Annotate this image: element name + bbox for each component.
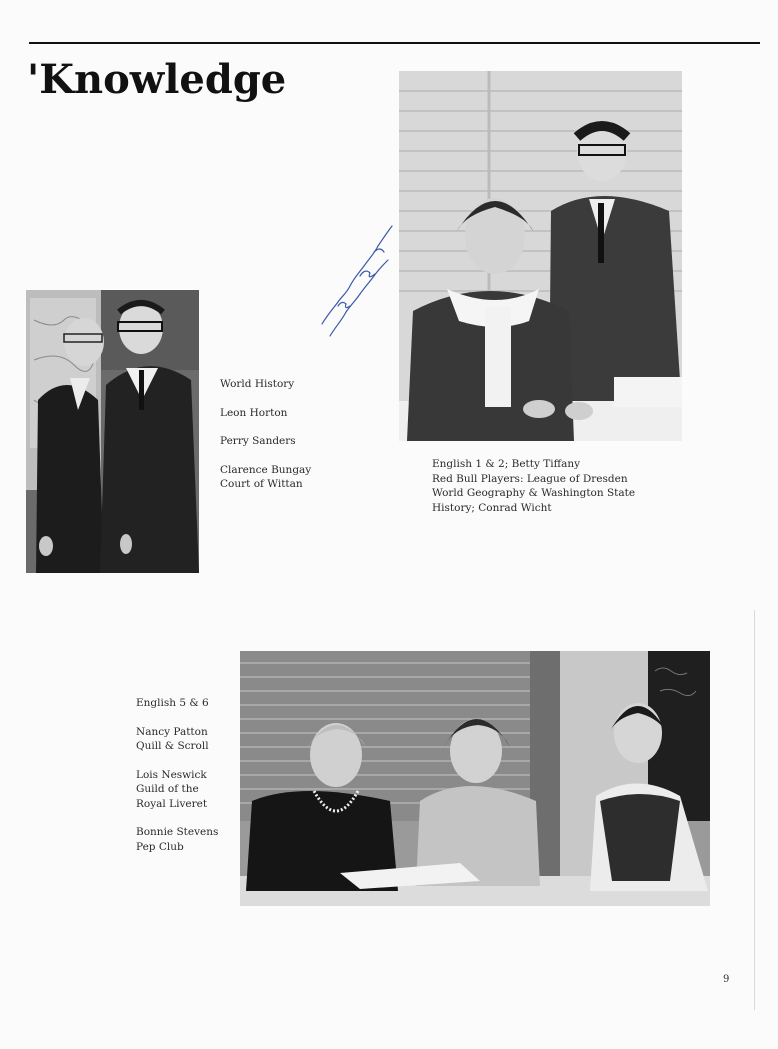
photo-english-5-6-teachers [240, 651, 710, 906]
handwritten-signature [316, 214, 406, 344]
caption-teacher: Bonnie Stevens [136, 826, 219, 838]
caption-teacher: Lois Neswick [136, 768, 207, 781]
caption-line: English 1 & 2; Betty Tiffany [432, 458, 581, 470]
caption-line: World Geography & Washington State [432, 487, 636, 499]
page-title: 'Knowledge [27, 56, 287, 103]
caption-teacher: Nancy Patton [136, 725, 208, 738]
page-edge-line [754, 610, 755, 1010]
caption-teacher: Perry Sanders [220, 435, 296, 447]
caption-subject: World History [220, 378, 295, 390]
caption-line: History; Conrad Wicht [432, 501, 552, 514]
caption-teacher: Clarence Bungay [220, 463, 312, 476]
page-number: 9 [723, 974, 730, 985]
caption-line: Red Bull Players: League of Dresden [432, 472, 628, 485]
caption-club: Pep Club [136, 840, 184, 853]
caption-club: Royal Liveret [136, 797, 208, 810]
caption-english-geography [432, 457, 635, 515]
caption-world-history [220, 377, 311, 492]
header-rule [29, 42, 760, 44]
caption-subject: English 5 & 6 [136, 697, 209, 709]
caption-club: Court of Wittan [220, 478, 303, 490]
caption-teacher: Leon Horton [220, 406, 288, 419]
photo-english-geography-teachers [399, 71, 682, 441]
caption-club: Quill & Scroll [136, 740, 209, 752]
caption-club: Guild of the [136, 783, 199, 795]
caption-english-5-6 [136, 696, 218, 854]
photo-world-history-teachers [26, 290, 199, 573]
